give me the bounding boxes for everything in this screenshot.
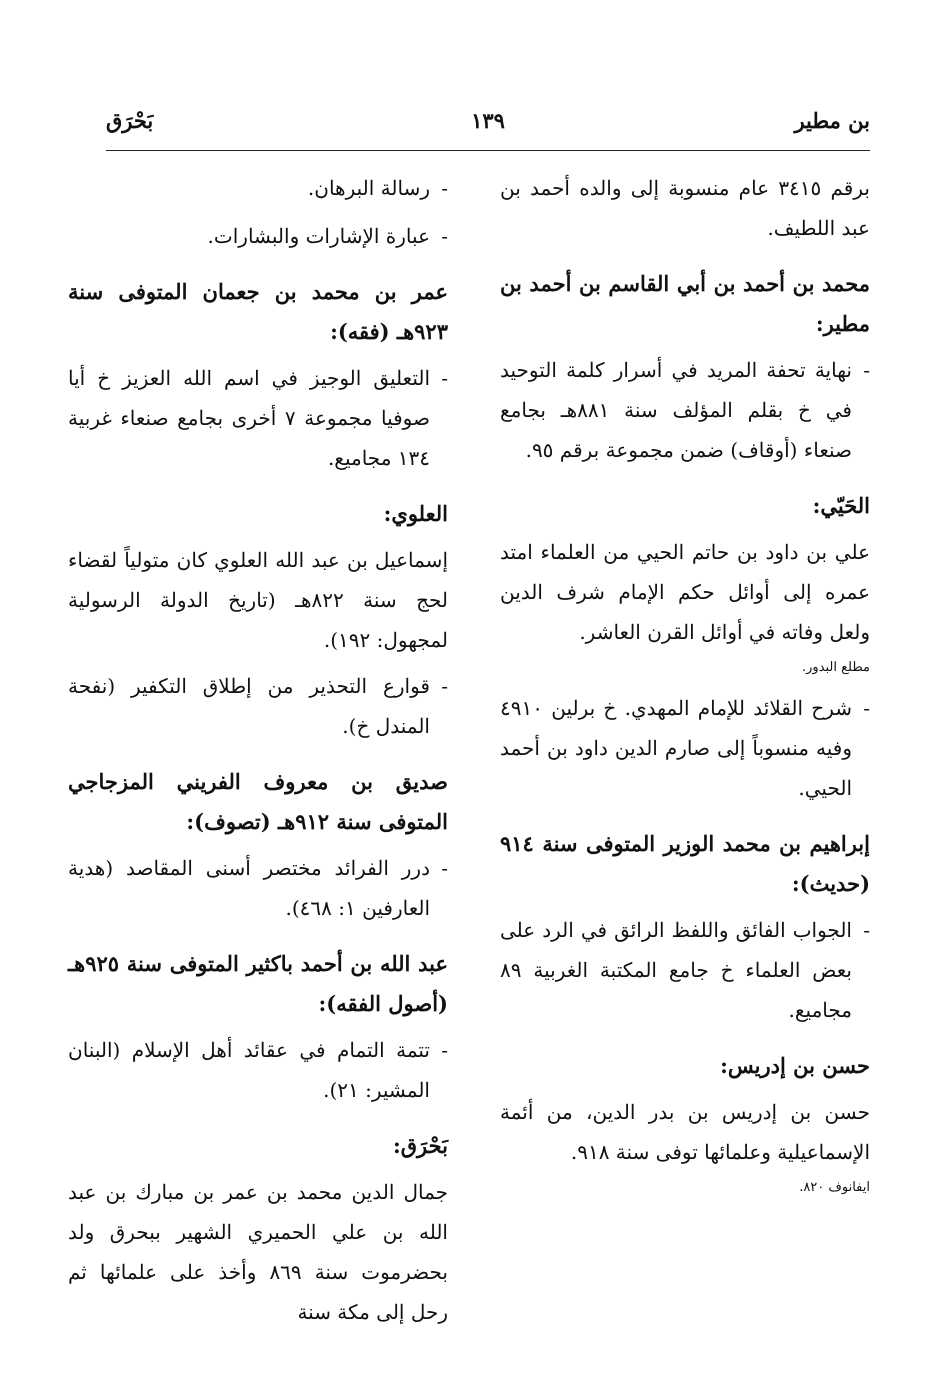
work-item: - شرح القلائد للإمام المهدي. خ برلين ٤٩١٠ وفيه منسوباً إلى صارم الدين داود بن أحمد الحيي. (500, 688, 870, 808)
source-note: ايفانوف ٨٢٠. (799, 1180, 870, 1195)
entry-heading: عمر بن محمد بن جعمان المتوفى سنة ٩٢٣هـ (فقه): (68, 279, 448, 344)
work-item: - رسالة البرهان. (68, 168, 448, 208)
entry-heading: عبد الله بن أحمد باكثير المتوفى سنة ٩٢٥هـ (أصول الفقه): (68, 951, 448, 1016)
page-header (106, 108, 870, 152)
entry-heading: بَحْرَق: (392, 1133, 448, 1158)
header-rule (106, 150, 870, 151)
page-number: ١٣٩ (471, 108, 505, 133)
entry-heading: إبراهيم بن محمد الوزير المتوفى سنة ٩١٤ (حديث): (500, 831, 870, 896)
work-item: - التعليق الوجيز في اسم الله العزيز خ أيا صوفيا مجموعة ٧ أخرى بجامع صنعاء غربية ١٣٤ مجاميع. (68, 358, 448, 478)
running-head-right: بن مطير (794, 108, 870, 133)
entry-heading: صديق بن معروف الفريني المزجاجي المتوفى سنة ٩١٢هـ (تصوف): (68, 769, 448, 834)
entry-heading: محمد بن أحمد بن أبي القاسم بن أحمد بن مطير: (500, 271, 870, 336)
work-item: - تتمة التمام في عقائد أهل الإسلام (البنان المشير: ٢١). (68, 1030, 448, 1110)
biography-paragraph: علي بن داود بن حاتم الحيي من العلماء امتد عمره إلى أوائل حكم الإمام شرف الدين ولعل وفاته في أوائل القرن العاشر. (500, 540, 870, 644)
running-head-left: بَحْرَق (106, 108, 154, 133)
work-item: - درر الفرائد مختصر أسنى المقاصد (هدية العارفين ١: ٤٦٨). (68, 848, 448, 928)
work-item: - قوارع التحذير من إطلاق التكفير (نفحة المندل خ). (68, 666, 448, 746)
work-item: - نهاية تحفة المريد في أسرار كلمة التوحيد في خ بقلم المؤلف سنة ٨٨١هـ بجامع صنعاء (أوقاف) ضمن مجموعة برقم ٩٥. (500, 350, 870, 470)
biography-paragraph: حسن بن إدريس بن بدر الدين، من أئمة الإسماعيلية وعلمائها توفى سنة ٩١٨. (500, 1100, 870, 1164)
entry-heading: حسن بن إدريس: (720, 1053, 870, 1078)
biography-paragraph: إسماعيل بن عبد الله العلوي كان متولياً لقضاء لحج سنة ٨٢٢هـ (تاريخ الدولة الرسولية لمجهول: ١٩٢). (68, 548, 448, 652)
source-note: مطلع البدور. (802, 660, 870, 675)
entry-heading: العلوي: (383, 501, 448, 526)
continuation-paragraph: برقم ٣٤١٥ عام منسوبة إلى والده أحمد بن عبد اللطيف. (500, 176, 870, 240)
right-column (500, 168, 870, 1208)
biography-paragraph: جمال الدين محمد بن عمر بن مبارك بن عبد الله بن علي الحميري الشهير ببحرق ولد بحضرموت سنة ٨٦٩ وأخذ على علمائها ثم رحل إلى مكة سنة (68, 1180, 448, 1324)
work-item: - الجواب الفائق واللفظ الرائق في الرد على بعض العلماء خ جامع المكتبة الغربية ٨٩ مجاميع. (500, 910, 870, 1030)
left-column (68, 168, 448, 1338)
entry-heading: الحَيّي: (812, 493, 870, 518)
work-item: - عبارة الإشارات والبشارات. (68, 216, 448, 256)
